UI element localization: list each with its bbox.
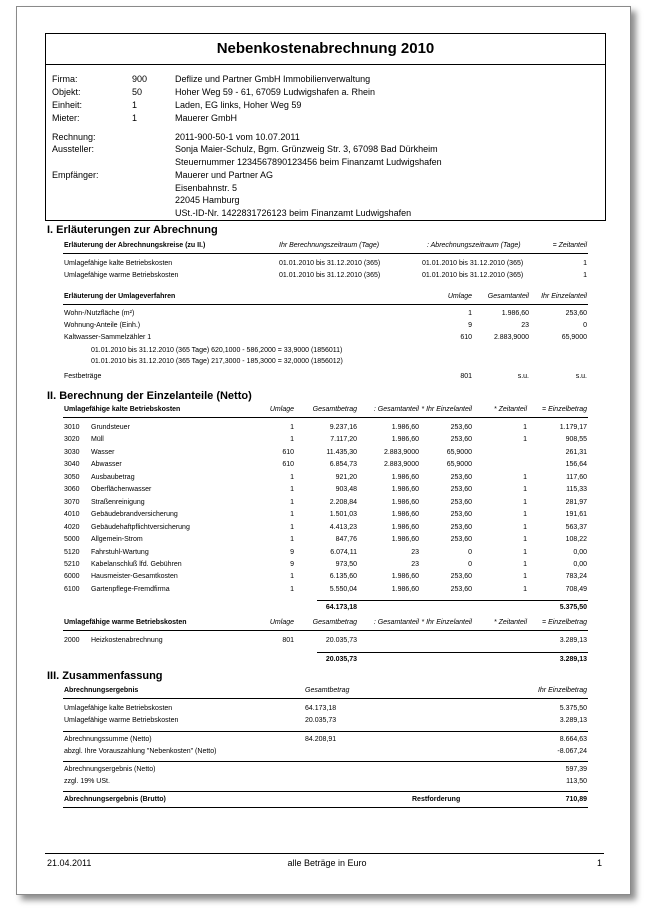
festbetraege-label: Festbeträge <box>64 373 102 380</box>
summary-row-einzel: 597,39 <box>565 766 587 773</box>
document-title: Nebenkostenabrechnung 2010 <box>216 40 435 57</box>
kalt-row-value: 1 <box>290 511 294 519</box>
kaltwasser-detail: 01.01.2010 bis 31.12.2010 (365 Tage) 620,1000 - 586,2000 = 33,9000 (1856011) <box>91 347 343 354</box>
kalt-row-label: Hausmeister-Gesamtkosten <box>91 573 178 581</box>
kalt-row-value: 1 <box>523 486 527 494</box>
footer-divider <box>45 853 604 854</box>
kreise-row-label: Umlagefähige kalte Betriebskosten <box>64 260 173 267</box>
warm-header: * Zeitanteil <box>493 619 527 626</box>
kalt-row-value: 1.986,60 <box>391 486 419 494</box>
warm-total-line <box>317 652 588 653</box>
kalt-row-value: 1 <box>290 473 294 481</box>
kalt-row-value: 1.986,60 <box>391 436 419 444</box>
kalt-row-label: Fahrstuhl-Wartung <box>91 548 149 556</box>
kalt-row-value: 6.854,73 <box>329 461 357 469</box>
kalt-row-label: Ausbaubetrag <box>91 473 135 481</box>
kalt-row-value: 973,50 <box>335 560 357 568</box>
kalt-row-value: 253,60 <box>450 486 472 494</box>
kalt-row-value: 1 <box>523 523 527 531</box>
kalt-row-value: 253,60 <box>450 536 472 544</box>
kalt-row-account: 5210 <box>64 560 80 568</box>
warm-total-einzel: 3.289,13 <box>559 656 587 663</box>
rechnung-label: Rechnung: <box>52 132 96 142</box>
kalt-row-value: 11.435,30 <box>326 448 357 456</box>
kalt-row-value: 23 <box>411 560 419 568</box>
final-result-label: Abrechnungsergebnis (Brutto) <box>64 796 166 803</box>
kalt-row-value: 1.986,60 <box>391 473 419 481</box>
kalt-row-value: 1 <box>523 560 527 568</box>
summary-divider <box>63 731 588 732</box>
kalt-row-label: Oberflächenwasser <box>91 486 152 494</box>
header-code: 1 <box>132 113 138 123</box>
kalt-row-value: 5.550,04 <box>329 585 357 593</box>
kalt-row-value: 1 <box>523 585 527 593</box>
kalt-row-account: 5120 <box>64 548 80 556</box>
warm-row-value: 3.289,13 <box>559 637 587 644</box>
verfahren-row-label: Wohn-/Nutzfläche (m²) <box>64 310 135 317</box>
warm-header: Gesamtbetrag <box>312 619 357 626</box>
header-value: Laden, EG links, Hoher Weg 59 <box>175 100 302 110</box>
kalt-row-value: 847,76 <box>335 536 357 544</box>
kalt-header: Gesamtbetrag <box>312 406 357 413</box>
kalt-row-value: 23 <box>411 548 419 556</box>
warm-row-value: 20.035,73 <box>325 637 357 644</box>
kalt-row-value: 921,20 <box>335 473 357 481</box>
kalt-row-value: 253,60 <box>450 498 472 506</box>
final-result-type: Restforderung <box>412 796 461 803</box>
kreise-row-factor: 1 <box>583 272 587 279</box>
header-label: Objekt: <box>52 87 81 97</box>
kalt-row-value: 261,31 <box>565 448 587 456</box>
kalt-row-label: Wasser <box>91 448 115 456</box>
warm-header: = Einzelbetrag <box>542 619 587 626</box>
kalt-row-value: 1 <box>523 536 527 544</box>
verfahren-row-einzel: 253,60 <box>565 310 587 317</box>
kalt-row-value: 117,60 <box>566 473 587 481</box>
kreise-row-period: 01.01.2010 bis 31.12.2010 (365) <box>422 272 524 279</box>
document-page <box>16 6 631 895</box>
kalt-total-einzel: 5.375,50 <box>559 604 587 611</box>
kalt-row-value: 0 <box>468 548 472 556</box>
kalt-row-value: 6.074,11 <box>330 548 357 556</box>
kalt-row-value: 2.883,9000 <box>383 461 419 469</box>
verfahren-row-label: Kaltwasser-Sammelzähler 1 <box>64 334 152 341</box>
kalt-header: Umlage <box>269 406 294 413</box>
summary-row-label: abzgl. Ihre Vorauszahlung "Nebenkosten" (Netto) <box>64 748 217 755</box>
warm-header: Umlagefähige warme Betriebskosten <box>64 619 187 626</box>
summary-row-einzel: -8.067,24 <box>557 748 587 755</box>
empfaenger-line: 22045 Hamburg <box>175 195 240 205</box>
kalt-row-label: Müll <box>91 436 104 444</box>
kalt-row-label: Abwasser <box>91 461 122 469</box>
kreise-header: Erläuterung der Abrechnungskreise (zu II.) <box>64 242 206 249</box>
kalt-row-value: 1 <box>523 473 527 481</box>
aussteller-line: Steuernummer 1234567890123456 beim Finanzamt Ludwigshafen <box>175 157 442 167</box>
kalt-row-value: 9 <box>290 560 294 568</box>
kalt-row-label: Gartenpflege-Fremdfirma <box>91 585 170 593</box>
header-code: 900 <box>132 74 148 84</box>
kalt-row-value: 2.883,9000 <box>383 448 419 456</box>
section-3-title: III. Zusammenfassung <box>47 670 163 682</box>
kalt-row-value: 610 <box>282 448 294 456</box>
warm-header: * Ihr Einzelanteil <box>421 619 472 626</box>
header-value: Mauerer GmbH <box>175 113 238 123</box>
kalt-row-value: 191,61 <box>565 511 587 519</box>
kalt-row-value: 1.986,60 <box>391 523 419 531</box>
header-code: 1 <box>132 100 138 110</box>
header-label: Einheit: <box>52 100 83 110</box>
kalt-row-value: 7.117,20 <box>330 436 357 444</box>
summary-divider <box>63 761 588 762</box>
kalt-row-value: 1 <box>290 573 294 581</box>
warm-row-label: Heizkostenabrechnung <box>91 637 163 644</box>
kalt-row-value: 610 <box>282 461 294 469</box>
section-1-title: I. Erläuterungen zur Abrechnung <box>47 224 218 236</box>
warm-row-value: 801 <box>282 637 294 644</box>
kalt-row-value: 1 <box>290 498 294 506</box>
kalt-row-value: 0,00 <box>573 548 587 556</box>
kalt-row-value: 1 <box>523 548 527 556</box>
summary-row-einzel: 5.375,50 <box>559 705 587 712</box>
kreise-header: : Abrechnungszeitraum (Tage) <box>427 242 521 249</box>
summary-row-einzel: 8.664,63 <box>559 736 587 743</box>
aussteller-label: Aussteller: <box>52 144 95 154</box>
kalt-row-value: 65,9000 <box>446 461 472 469</box>
kalt-row-account: 4010 <box>64 511 80 519</box>
kalt-row-value: 1 <box>290 536 294 544</box>
kalt-row-account: 3020 <box>64 436 80 444</box>
kalt-row-value: 1.986,60 <box>391 536 419 544</box>
verfahren-row-umlage: 9 <box>468 322 472 329</box>
kalt-row-value: 1 <box>290 424 294 431</box>
kalt-row-label: Kabelanschluß lfd. Gebühren <box>91 560 182 568</box>
kalt-row-value: 563,37 <box>565 523 587 531</box>
header-box <box>45 33 606 221</box>
kreise-row-period: 01.01.2010 bis 31.12.2010 (365) <box>422 260 524 267</box>
verfahren-row-gesamt: 23 <box>521 322 529 329</box>
kalt-total-gesamt: 64.173,18 <box>325 604 357 611</box>
kalt-row-value: 1.986,60 <box>391 511 419 519</box>
verfahren-header: Umlage <box>447 293 472 300</box>
footer-note: alle Beträge in Euro <box>287 858 367 868</box>
kalt-row-value: 1 <box>290 486 294 494</box>
kalt-row-value: 65,9000 <box>446 448 472 456</box>
summary-header: Gesamtbetrag <box>305 687 350 694</box>
kalt-row-account: 3010 <box>64 424 80 431</box>
final-underline <box>63 807 588 808</box>
kalt-row-label: Allgemein-Strom <box>91 536 143 544</box>
header-label: Mieter: <box>52 113 80 123</box>
kalt-row-account: 5000 <box>64 536 80 544</box>
kalt-header: = Einzelbetrag <box>542 406 587 413</box>
summary-row-label: zzgl. 19% USt. <box>64 778 110 785</box>
kalt-row-value: 708,49 <box>565 585 587 593</box>
kreise-row-period: 01.01.2010 bis 31.12.2010 (365) <box>279 260 381 267</box>
summary-row-gesamt: 20.035,73 <box>305 717 337 724</box>
kalt-row-value: 1 <box>523 573 527 581</box>
kreise-header: = Zeitanteil <box>552 242 587 249</box>
kalt-row-value: 0 <box>468 560 472 568</box>
kalt-row-account: 4020 <box>64 523 80 531</box>
kalt-header: Umlagefähige kalte Betriebskosten <box>64 406 181 413</box>
kalt-row-value: 783,24 <box>565 573 587 581</box>
empfaenger-line: Mauerer und Partner AG <box>175 170 274 180</box>
kreise-header: Ihr Berechnungszeitraum (Tage) <box>279 242 380 249</box>
kalt-row-label: Straßenreinigung <box>91 498 145 506</box>
summary-row-label: Abrechnungssumme (Netto) <box>64 736 152 743</box>
verfahren-row-einzel: 65,9000 <box>561 334 587 341</box>
kalt-header: : Gesamtanteil <box>373 406 419 413</box>
kalt-total-line <box>317 600 588 601</box>
kalt-row-value: 1.986,60 <box>391 424 419 431</box>
kalt-row-value: 903,48 <box>335 486 357 494</box>
final-result-amount: 710,89 <box>565 796 587 803</box>
summary-row-label: Umlagefähige kalte Betriebskosten <box>64 705 173 712</box>
kalt-row-value: 6.135,60 <box>329 573 357 581</box>
kalt-row-value: 9.237,16 <box>329 424 357 431</box>
kalt-row-value: 0,00 <box>573 560 587 568</box>
title-divider <box>46 64 605 65</box>
kalt-row-value: 4.413,23 <box>329 523 357 531</box>
section-2-title: II. Berechnung der Einzelanteile (Netto) <box>47 390 252 402</box>
kalt-row-value: 253,60 <box>450 585 472 593</box>
summary-row-label: Abrechnungsergebnis (Netto) <box>64 766 156 773</box>
festbetraege-einzel: s.u. <box>575 373 587 380</box>
kalt-header-line <box>63 417 588 418</box>
kalt-row-account: 3030 <box>64 448 80 456</box>
kalt-row-value: 108,22 <box>565 536 587 544</box>
kalt-row-label: Gebäudehaftpflichtversicherung <box>91 523 190 531</box>
festbetraege-umlage: 801 <box>460 373 472 380</box>
summary-row-einzel: 113,50 <box>566 778 587 785</box>
warm-header: Umlage <box>269 619 294 626</box>
warm-total-gesamt: 20.035,73 <box>325 656 357 663</box>
summary-divider <box>63 791 588 792</box>
kalt-row-value: 1.501,03 <box>329 511 357 519</box>
kalt-row-value: 1.179,17 <box>559 424 587 431</box>
kalt-row-label: Gebäudebrandversicherung <box>91 511 178 519</box>
kalt-row-account: 3070 <box>64 498 80 506</box>
kreise-row-period: 01.01.2010 bis 31.12.2010 (365) <box>279 272 381 279</box>
kalt-row-value: 253,60 <box>450 573 472 581</box>
kalt-header: * Ihr Einzelanteil <box>421 406 472 413</box>
kalt-row-value: 1.986,60 <box>391 573 419 581</box>
kalt-row-account: 3050 <box>64 473 80 481</box>
verfahren-header: Erläuterung der Umlageverfahren <box>64 293 176 300</box>
summary-header: Abrechnungsergebnis <box>64 687 139 694</box>
verfahren-row-umlage: 1 <box>468 310 472 317</box>
kalt-header: * Zeitanteil <box>493 406 527 413</box>
kreise-header-line <box>63 253 588 254</box>
kalt-row-account: 6000 <box>64 573 80 581</box>
summary-header: Ihr Einzelbetrag <box>537 687 587 694</box>
kalt-row-account: 6100 <box>64 585 80 593</box>
verfahren-header: Gesamtanteil <box>487 293 529 300</box>
kalt-row-value: 1 <box>523 436 527 444</box>
kalt-row-value: 9 <box>290 548 294 556</box>
summary-row-einzel: 3.289,13 <box>559 717 587 724</box>
verfahren-row-gesamt: 1.986,60 <box>501 310 529 317</box>
summary-row-gesamt: 64.173,18 <box>305 705 337 712</box>
kalt-row-value: 1 <box>290 585 294 593</box>
summary-row-label: Umlagefähige warme Betriebskosten <box>64 717 179 724</box>
summary-row-gesamt: 84.208,91 <box>305 736 337 743</box>
warm-header: : Gesamtanteil <box>373 619 419 626</box>
header-value: Deflize und Partner GmbH Immobilienverwaltung <box>175 74 371 84</box>
verfahren-row-umlage: 610 <box>460 334 472 341</box>
footer-date: 21.04.2011 <box>47 858 92 868</box>
warm-header-line <box>63 630 588 631</box>
kalt-row-label: Grundsteuer <box>91 424 130 431</box>
kalt-row-value: 281,97 <box>565 498 587 506</box>
empfaenger-label: Empfänger: <box>52 170 99 180</box>
footer-page-number: 1 <box>596 858 602 868</box>
festbetraege-gesamt: s.u. <box>517 373 529 380</box>
kalt-row-value: 253,60 <box>450 511 472 519</box>
kalt-row-value: 1.986,60 <box>391 498 419 506</box>
kalt-row-value: 2.208,84 <box>329 498 357 506</box>
empfaenger-line: USt.-ID-Nr. 1422831726123 beim Finanzamt Ludwigshafen <box>175 207 412 218</box>
kalt-row-value: 1 <box>523 498 527 506</box>
verfahren-row-gesamt: 2.883,9000 <box>493 334 529 341</box>
kalt-row-value: 156,64 <box>565 461 587 469</box>
header-value: Hoher Weg 59 - 61, 67059 Ludwigshafen a. Rhein <box>175 87 375 97</box>
header-label: Firma: <box>52 74 78 84</box>
verfahren-row-einzel: 0 <box>583 322 587 329</box>
kalt-row-value: 115,33 <box>566 486 587 494</box>
kalt-row-account: 3060 <box>64 486 80 494</box>
kalt-row-value: 1 <box>290 436 294 444</box>
kalt-row-value: 253,60 <box>450 523 472 531</box>
kalt-row-value: 908,55 <box>565 436 587 444</box>
verfahren-header-line <box>63 304 588 305</box>
kalt-row-value: 1.986,60 <box>391 585 419 593</box>
kalt-row-value: 253,60 <box>450 424 472 431</box>
summary-header-line <box>63 698 588 699</box>
kalt-row-value: 253,60 <box>450 436 472 444</box>
verfahren-header: Ihr Einzelanteil <box>541 293 587 300</box>
empfaenger-line: Eisenbahnstr. 5 <box>175 182 238 193</box>
kreise-row-factor: 1 <box>583 260 587 267</box>
aussteller-line: Sonja Maier-Schulz, Bgm. Grünzweig Str. 3, 67098 Bad Dürkheim <box>175 144 438 154</box>
warm-row-account: 2000 <box>64 637 80 644</box>
kalt-row-value: 1 <box>523 424 527 431</box>
kreise-row-label: Umlagefähige warme Betriebskosten <box>64 272 179 279</box>
kalt-row-value: 253,60 <box>450 473 472 481</box>
header-code: 50 <box>132 87 143 97</box>
kaltwasser-detail: 01.01.2010 bis 31.12.2010 (365 Tage) 217,3000 - 185,3000 = 32,0000 (1856012) <box>91 358 343 365</box>
kalt-row-value: 1 <box>290 523 294 531</box>
verfahren-row-label: Wohnung-Anteile (Einh.) <box>64 322 141 329</box>
rechnung-value: 2011-900-50-1 vom 10.07.2011 <box>175 132 300 142</box>
kalt-row-value: 1 <box>523 511 527 519</box>
kalt-row-account: 3040 <box>64 461 80 469</box>
